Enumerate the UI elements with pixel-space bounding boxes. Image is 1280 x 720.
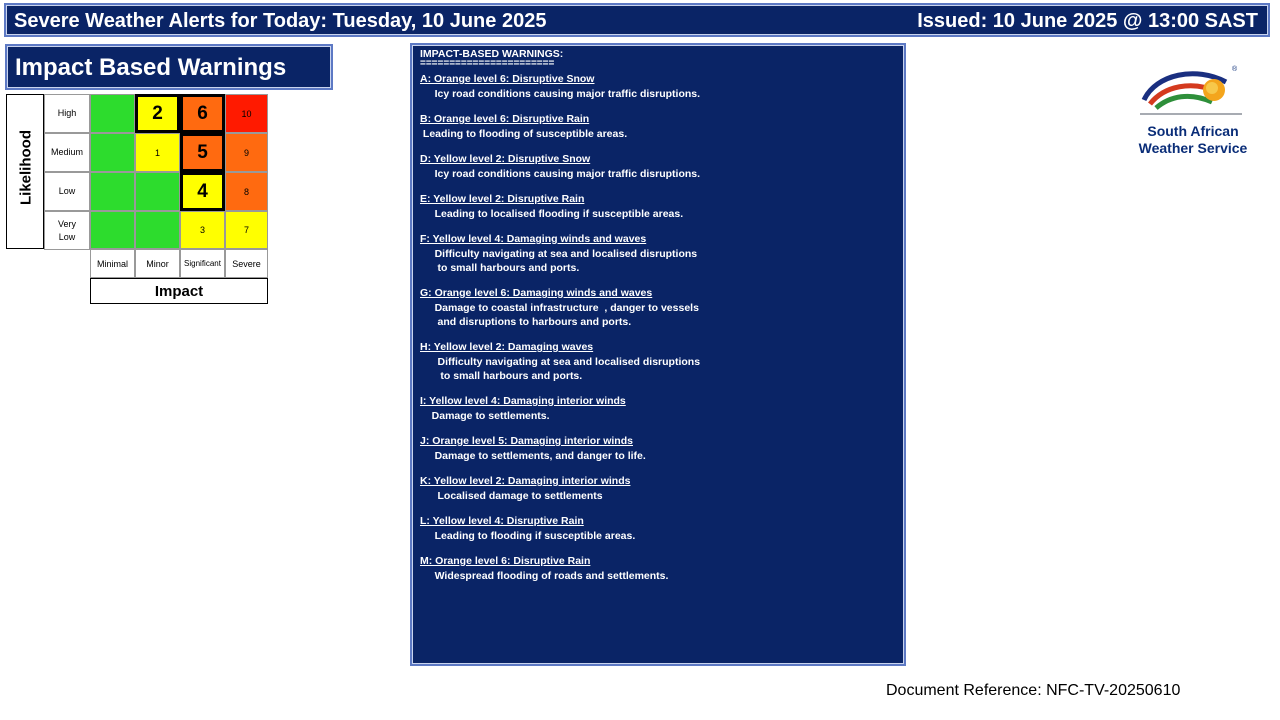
warning-title: E: Yellow level 2: Disruptive Rain	[420, 193, 585, 205]
section-title: Impact Based Warnings	[15, 54, 287, 81]
cell-high-significant	[180, 94, 225, 133]
issued-time: Issued: 10 June 2025 @ 13:00 SAST	[917, 10, 1258, 32]
warning-desc: Damage to settlements.	[420, 410, 550, 422]
cell-medium-minimal	[90, 133, 135, 172]
warnings-heading: IMPACT-BASED WARNINGS:	[420, 48, 564, 60]
level-3: 3	[199, 225, 205, 235]
row-label-very-low: Very Low	[44, 211, 90, 250]
warnings-panel	[410, 43, 906, 666]
warning-desc: Damage to settlements, and danger to life.	[420, 450, 646, 462]
warning-item	[420, 474, 700, 503]
warning-title: J: Orange level 5: Damaging interior winds	[420, 435, 633, 447]
warning-item	[420, 72, 700, 101]
warning-item	[420, 394, 700, 423]
level-8: 8	[243, 186, 249, 197]
warnings-separator: =======================	[420, 58, 555, 69]
level-1: 1	[154, 147, 160, 158]
warning-item	[420, 286, 700, 329]
document-reference: Document Reference: NFC-TV-20250610	[886, 682, 1181, 699]
logo-line-1: South African	[1147, 123, 1239, 139]
cell-medium-severe	[225, 133, 268, 172]
warning-title: F: Yellow level 4: Damaging winds and waves	[420, 233, 647, 245]
registered-mark: ®	[1232, 66, 1238, 73]
col-label-minimal: Minimal	[90, 249, 135, 278]
warning-title: M: Orange level 6: Disruptive Rain	[420, 555, 591, 567]
header-banner	[4, 3, 1270, 37]
warning-title: B: Orange level 6: Disruptive Rain	[420, 113, 590, 125]
col-label-minor: Minor	[135, 249, 180, 278]
level-6: 6	[197, 102, 208, 124]
cell-verylow-severe	[225, 211, 268, 249]
cell-medium-significant	[180, 133, 225, 172]
row-label-low: Low	[44, 172, 90, 211]
warning-desc: Icy road conditions causing major traffic disruptions.	[420, 168, 701, 180]
warning-item	[420, 434, 700, 463]
cell-high-minor	[135, 94, 180, 133]
warning-title: I: Yellow level 4: Damaging interior winds	[420, 395, 626, 407]
cell-verylow-minor	[135, 211, 180, 249]
warning-item	[420, 112, 700, 141]
cell-low-minor	[135, 172, 180, 211]
warning-desc: Leading to flooding if susceptible areas.	[420, 530, 636, 542]
warning-item	[420, 152, 700, 181]
warning-desc: Difficulty navigating at sea and localised disruptions to small harbours and ports.	[434, 248, 698, 274]
row-label-medium: Medium	[44, 133, 90, 172]
level-9: 9	[243, 147, 249, 158]
logo-line-2: Weather Service	[1138, 140, 1248, 156]
warning-item	[420, 514, 700, 543]
level-5: 5	[197, 141, 208, 163]
warning-title: D: Yellow level 2: Disruptive Snow	[420, 153, 591, 165]
likelihood-axis	[6, 94, 44, 249]
cell-medium-minor	[135, 133, 180, 172]
warning-desc: Difficulty navigating at sea and localised disruptions to small harbours and ports.	[437, 356, 701, 382]
cell-verylow-significant	[180, 211, 225, 249]
cell-low-minimal	[90, 172, 135, 211]
warning-title: G: Orange level 6: Damaging winds and waves	[420, 287, 653, 299]
warning-desc: Icy road conditions causing major traffic disruptions.	[420, 88, 701, 100]
impact-label: Impact	[90, 278, 268, 304]
warning-desc: Leading to localised flooding if susceptible areas.	[420, 208, 684, 220]
level-7: 7	[243, 225, 249, 235]
cell-high-severe	[225, 94, 268, 133]
cell-low-significant	[180, 172, 225, 211]
warning-desc: Damage to coastal infrastructure , danger to vessels and disruptions to harbours and ports.	[434, 302, 699, 328]
warning-desc: Widespread flooding of roads and settlements.	[420, 570, 669, 582]
warning-title: A: Orange level 6: Disruptive Snow	[420, 73, 595, 85]
level-10: 10	[241, 108, 252, 119]
alerts-title: Severe Weather Alerts for Today: Tuesday, 10 June 2025	[14, 10, 547, 32]
warning-item	[420, 192, 700, 221]
warning-desc: Localised damage to settlements	[420, 490, 603, 502]
saws-emblem-icon	[1126, 64, 1260, 122]
likelihood-label: Likelihood	[17, 130, 35, 205]
col-label-severe: Severe	[225, 249, 268, 278]
level-2: 2	[152, 102, 163, 124]
warning-desc: Leading to flooding of susceptible areas.	[420, 128, 628, 140]
level-4: 4	[197, 180, 208, 202]
cell-low-severe	[225, 172, 268, 211]
warnings-list	[420, 48, 700, 583]
warning-title: L: Yellow level 4: Disruptive Rain	[420, 515, 584, 527]
cell-verylow-minimal	[90, 211, 135, 249]
warning-item	[420, 232, 700, 275]
warning-title: H: Yellow level 2: Damaging waves	[420, 341, 594, 353]
saws-logo	[1126, 64, 1260, 160]
col-label-significant: Significant	[180, 249, 225, 278]
cell-high-minimal	[90, 94, 135, 133]
warning-title: K: Yellow level 2: Damaging interior winds	[420, 475, 631, 487]
warning-item	[420, 554, 700, 583]
impact-based-warnings-title-box	[5, 44, 333, 90]
warning-item	[420, 340, 700, 383]
row-label-high: High	[44, 94, 90, 133]
